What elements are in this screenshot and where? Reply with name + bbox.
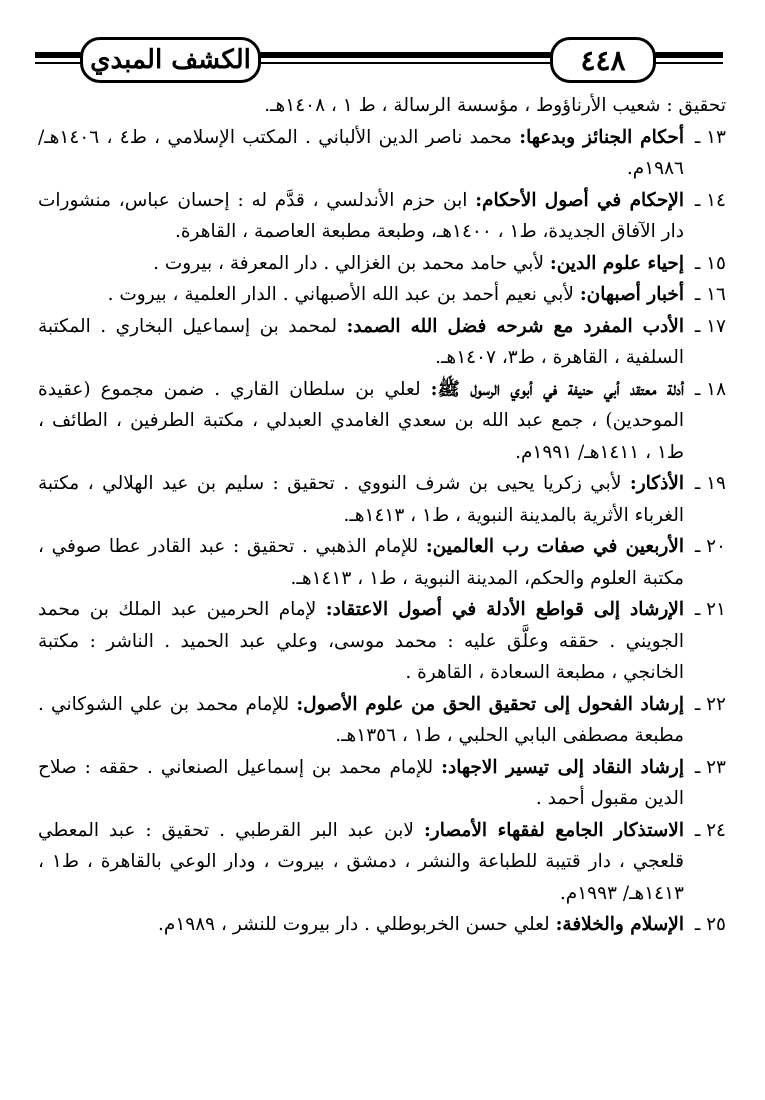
entry-title: إرشاد الفحول إلى تحقيق الحق من علوم الأصول: — [296, 693, 684, 715]
entry-title: الإحكام في أصول الأحكام: — [475, 189, 684, 211]
entry-text: لأبي زكريا يحيى بن شرف النووي . تحقيق : سليم بن عيد الهلالي ، مكتبة الغرباء الأثرية بالمدينة النبوية ، ط١ ، ١٤١٣هـ. — [38, 473, 684, 526]
entry-text: لعلي حسن الخربوطلي . دار بيروت للنشر ، ١٩٨٩م. — [158, 914, 556, 935]
bibliography-entry — [38, 374, 726, 469]
entry-text: محمد ناصر الدين الألباني . المكتب الإسلامي ، ط٤ ، ١٤٠٦هـ/ ١٩٨٦م. — [38, 126, 684, 179]
entry-number: ١٥ ـ — [694, 252, 726, 274]
entry-number: ٢١ ـ — [694, 599, 726, 620]
entry-title: الإرشاد إلى قواطع الأدلة في أصول الاعتقاد: — [325, 599, 684, 620]
entry-number: ١٦ ـ — [694, 284, 726, 305]
entry-number: ٢٣ ـ — [694, 756, 726, 778]
bibliography-entry — [38, 594, 726, 689]
bibliography-list — [38, 90, 726, 941]
bibliography-entry — [38, 689, 726, 752]
bibliography-entry — [38, 185, 726, 248]
bibliography-entry — [38, 752, 726, 815]
entry-title: الأدب المفرد مع شرحه فضل الله الصمد: — [346, 315, 684, 337]
entry-number: ١٩ ـ — [694, 473, 726, 494]
entry-text: لأبي نعيم أحمد بن عبد الله الأصبهاني . الدار العلمية ، بيروت . — [107, 284, 580, 305]
entry-number: ٢٥ ـ — [694, 914, 726, 935]
entry-text: للإمام الذهبي . تحقيق : عبد القادر عطا صوفي ، مكتبة العلوم والحكم، المدينة النبوية ، ط١ ، ١٤١٣هـ. — [38, 536, 684, 589]
entry-text: للإمام محمد بن إسماعيل الصنعاني . حققه : صلاح الدين مقبول أحمد . — [38, 756, 684, 809]
entry-title: الأربعين في صفات رب العالمين: — [425, 536, 684, 557]
bibliography-entry — [38, 122, 726, 185]
entry-text: لمحمد بن إسماعيل البخاري . المكتبة السلفية ، القاهرة ، ط٣، ١٤٠٧هـ. — [38, 315, 684, 368]
entry-title: الإسلام والخلافة: — [555, 914, 684, 935]
bibliography-entry — [38, 279, 726, 311]
entry-title: الأذكار: — [629, 473, 684, 494]
bibliography-entry — [38, 90, 726, 122]
entry-text: لابن عبد البر القرطبي . تحقيق : عبد المعطي قلعجي ، دار قتيبة للطباعة والنشر ، دمشق ، بيروت ، ودار الوعي بالقاهرة ، ط١ ، ١٤١٣هـ/ ١٩٩٣م. — [38, 819, 684, 904]
bibliography-entry — [38, 248, 726, 280]
entry-text: لأبي حامد محمد بن الغزالي . دار المعرفة ، بيروت . — [153, 252, 550, 274]
entry-title: إحياء علوم الدين: — [549, 252, 684, 274]
entry-title: إرشاد النقاد إلى تيسير الاجهاد: — [441, 756, 684, 778]
entry-text: ابن حزم الأندلسي ، قدَّم له : إحسان عباس، منشورات دار الآفاق الجديدة، ط١ ، ١٤٠٠هـ، وطبعة مطبعة العاصمة ، القاهرة. — [38, 189, 684, 242]
book-title: الكشف المبدي — [80, 37, 261, 83]
entry-number: ١٣ ـ — [694, 126, 726, 148]
bibliography-entry — [38, 909, 726, 941]
entry-title: أدلة معتقد أبي حنيفة في أبوي الرسول ﷺ: — [430, 378, 685, 400]
entry-text: لإمام الحرمين عبد الملك بن محمد الجويني . حققه وعلَّق عليه : محمد موسى، وعلي عبد الحميد . الناشر : مكتبة الخانجي ، مطبعة السعادة ، القاهرة . — [38, 599, 684, 683]
page-number: ٤٤٨ — [550, 37, 656, 83]
bibliography-entry — [38, 468, 726, 531]
entry-number: ١٨ ـ — [694, 378, 727, 400]
entry-text: للإمام محمد بن علي الشوكاني . مطبعة مصطفى البابي الحلبي ، ط١ ، ١٣٥٦هـ. — [38, 693, 684, 746]
entry-number: ٢٠ ـ — [694, 536, 726, 557]
entry-number: ١٤ ـ — [694, 189, 726, 211]
bibliography-entry — [38, 815, 726, 910]
entry-number: ٢٢ ـ — [694, 693, 726, 715]
bibliography-entry — [38, 311, 726, 374]
entry-number: ٢٤ ـ — [694, 819, 726, 841]
entry-number: ١٧ ـ — [694, 315, 726, 337]
entry-title: أحكام الجنائز وبدعها: — [519, 126, 684, 148]
entry-text: تحقيق : شعيب الأرناؤوط ، مؤسسة الرسالة ، ط ١ ، ١٤٠٨هـ. — [264, 95, 726, 116]
entry-title: أخبار أصبهان: — [579, 284, 684, 305]
entry-text: لعلي بن سلطان القاري . ضمن مجموع (عقيدة الموحدين) ، جمع عبد الله بن سعدي الغامدي العبدلي ، مكتبة الطرفين ، الطائف ، ط١ ، ١٤١١هـ/ ١٩٩١م. — [38, 378, 684, 463]
page-header — [35, 32, 723, 82]
entry-title: الاستذكار الجامع لفقهاء الأمصار: — [423, 819, 684, 841]
bibliography-entry — [38, 531, 726, 594]
